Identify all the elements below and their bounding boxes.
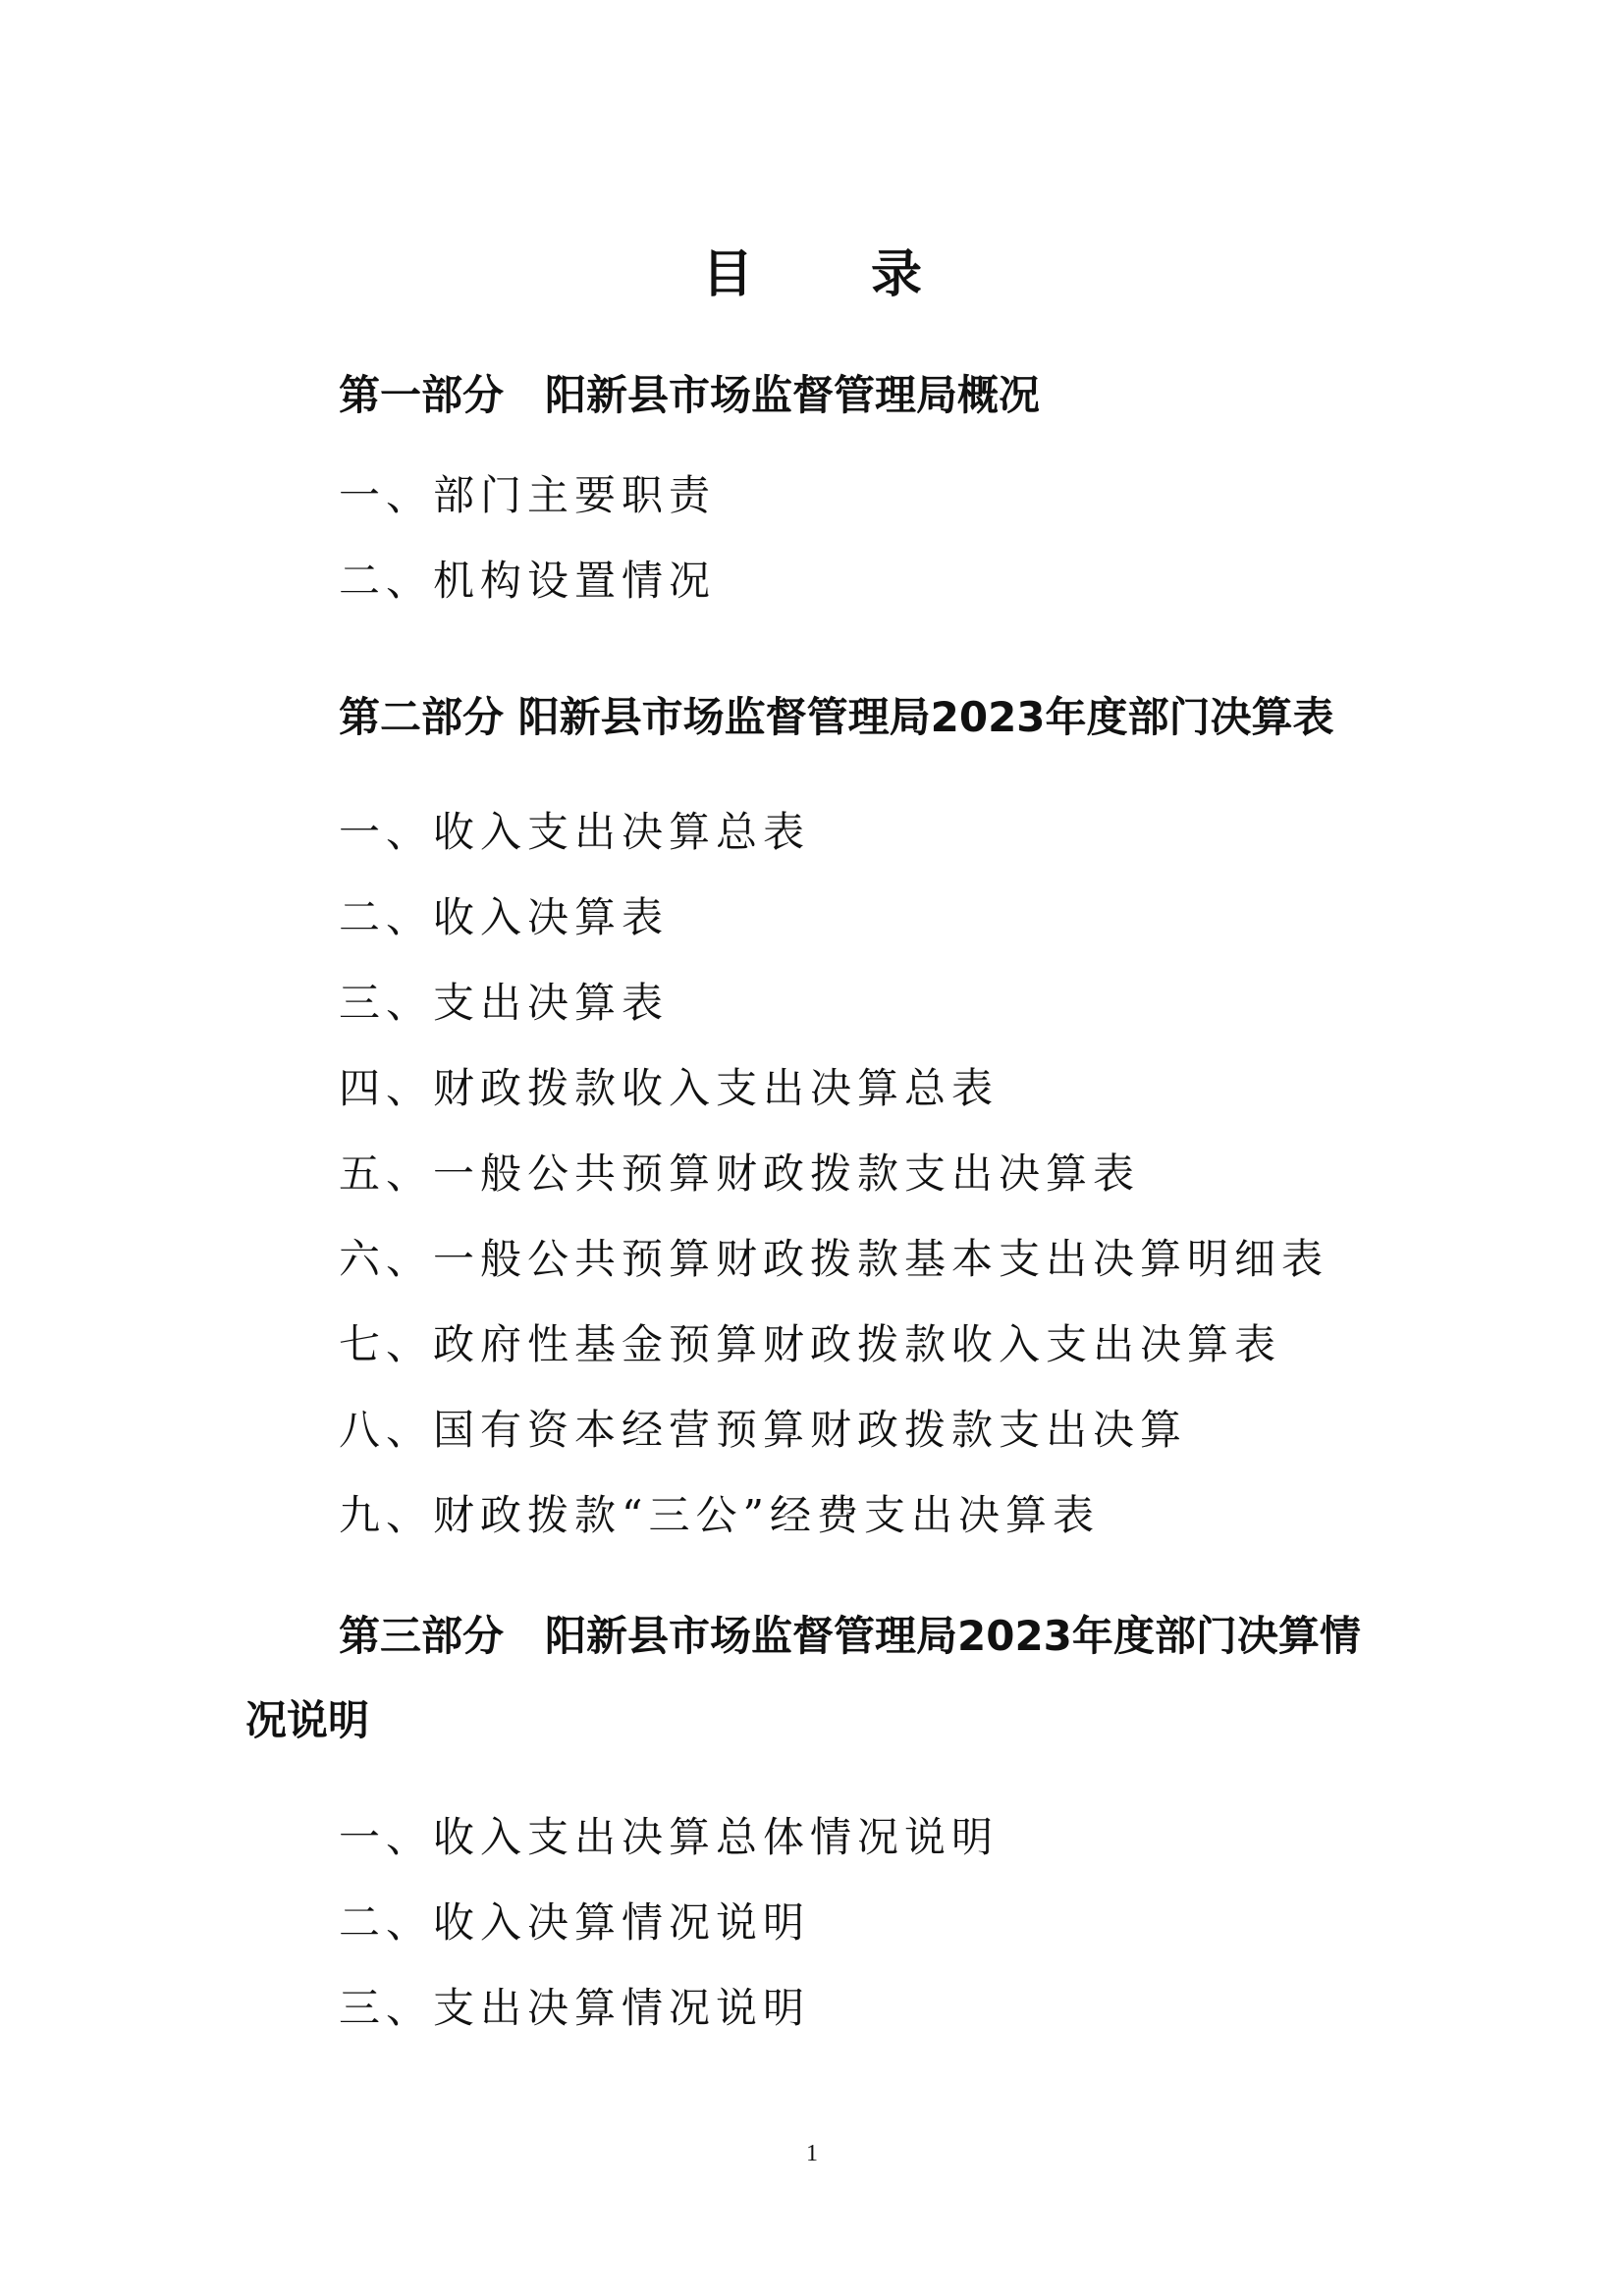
part-one-item-1: 一、部门主要职责: [339, 471, 717, 519]
page-number: 1: [806, 2141, 818, 2166]
part-two-item-9: 九、财政拨款“三公”经费支出决算表: [339, 1491, 1100, 1539]
part-two-item-5: 五、一般公共预算财政拨款支出决算表: [339, 1149, 1141, 1198]
page-title: 目录: [701, 245, 1040, 304]
part-one-item-2: 二、机构设置情况: [339, 557, 717, 605]
part-three-item-3: 三、支出决算情况说明: [339, 1984, 811, 2032]
part-two-heading: 第二部分 阳新县市场监督管理局2023年度部门决算表: [339, 693, 1334, 741]
part-one-heading: 第一部分 阳新县市场监督管理局概况: [339, 371, 1041, 419]
part-two-item-7: 七、政府性基金预算财政拨款收入支出决算表: [339, 1320, 1282, 1368]
part-two-item-8: 八、国有资本经营预算财政拨款支出决算: [339, 1406, 1188, 1454]
part-two-item-1: 一、收入支出决算总表: [339, 808, 811, 856]
part-two-item-2: 二、收入决算表: [339, 893, 670, 941]
part-two-item-3: 三、支出决算表: [339, 979, 670, 1027]
part-three-item-1: 一、收入支出决算总体情况说明: [339, 1813, 1000, 1861]
part-two-item-6: 六、一般公共预算财政拨款基本支出决算明细表: [339, 1235, 1329, 1283]
part-three-item-2: 二、收入决算情况说明: [339, 1898, 811, 1947]
part-three-heading: 第三部分 阳新县市场监督管理局2023年度部门决算情况说明: [245, 1612, 1361, 1744]
part-two-item-4: 四、财政拨款收入支出决算总表: [339, 1064, 1000, 1112]
